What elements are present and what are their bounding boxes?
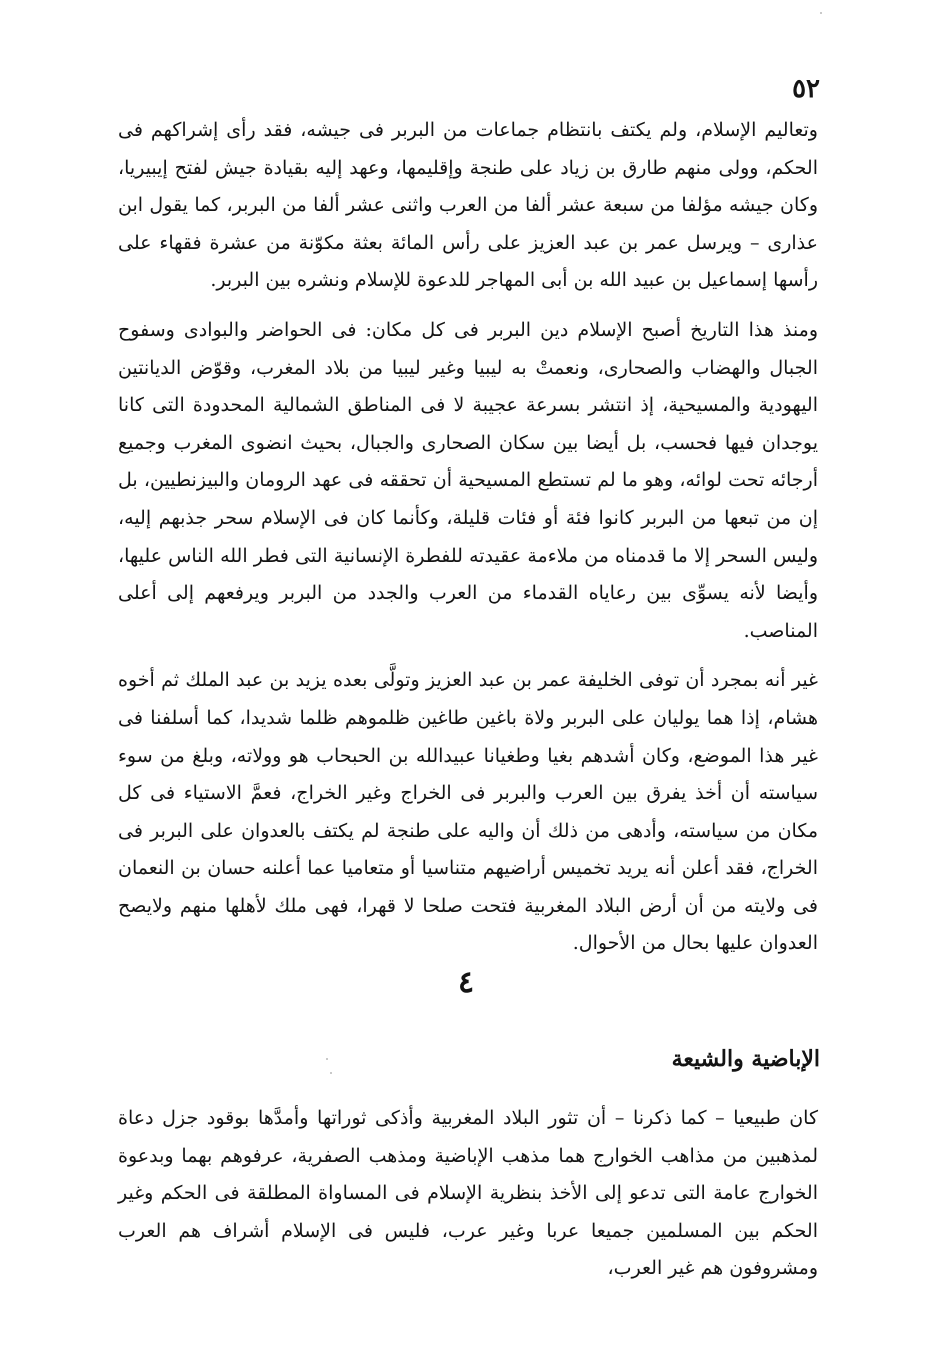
scan-speck — [326, 1058, 328, 1060]
paragraph-2: ومنذ هذا التاريخ أصبح الإسلام دين البربر فى كل مكان: فى الحواضر والبوادى وسفوح الجبال والهضاب والصحارى، ونعمتْ به ليبيا وغير ليبيا من بلاد المغرب، وقوّض الديانتين اليهودية والمسيحية، إذ انتشر بسرعة عجيبة لا فى المناطق الشمالية المحدودة التى كانا يوجدان فيها فحسب، بل أيضا بين سكان الصحارى والجبال، بحيث انضوى المغرب وجميع أرجائه تحت لوائه، وهو ما لم تستطع المسيحية أن تحققه فى عهد الرومان والبيزنطيين، بل إن من تبعها من البربر كانوا فئة أو فئات قليلة، وكأنما كان فى الإسلام سحر جذبهم إليه، وليس السحر إلا ما قدمناه من ملاءمة عقيدته للفطرة الإنسانية التى فطر الله الناس عليها، وأيضا لأنه يسوِّى بين رعاياه القدماء من العرب والجدد من البربر ويرفعهم إلى أعلى المناصب. — [118, 318, 818, 642]
page-number: ٥٢ — [792, 74, 820, 104]
scan-speck — [820, 12, 822, 14]
section-paragraph: كان طبيعيا – كما ذكرنا – أن تثور البلاد المغربية وأذكى ثوراتها وأمدَّها بوقود جزل دعاة لمذهبين من مذاهب الخوارج هما مذهب الإباضية ومذهب الصفرية، عرفوهم بهما وبدعوة الخوارج عامة التى تدعو إلى الأخذ بنظرية الإسلام فى المساواة المطلقة فى الحكم وغير الحكم بين المسلمين جميعا عربا وغير عرب، فليس فى الإسلام أشراف هم العرب ومشروفون هم غير العرب، — [118, 1107, 818, 1280]
paragraph-3: غير أنه بمجرد أن توفى الخليفة عمر بن عبد العزيز وتولَّى بعده يزيد بن عبد الملك ثم أخوه هشام، إذا هما يوليان على البربر ولاة باغين طاغين ظلموهم ظلما شديدا، كما أسلفنا فى غير هذا الموضع، وكان أشدهم بغيا وطغيانا عبيدالله بن الحبحاب هو وولاته، وبلغ من سوء سياسته أن أخذ يفرق بين العرب والبربر فى الخراج وغير الخراج، فعمَّ الاستياء فى كل مكان من سياسته، وأدهى من ذلك أن واليه على طنجة لم يكتف بالعدوان على البربر فى الخراج، فقد أعلن أنه يريد تخميس أراضيهم متناسيا أو متعاميا عما أعلنه حسان بن النعمان فى ولايته من أن أرض البلاد المغربية فتحت صلحا لا قهرا، فهى ملك لأهلها منهم ولايصح العدوان عليها بحال من الأحوال. — [118, 669, 818, 955]
section-text-block — [118, 1100, 818, 1300]
section-heading: الإباضية والشيعة — [671, 1046, 820, 1072]
section-number: ٤ — [457, 965, 475, 1000]
paragraph-1: وتعاليم الإسلام، ولم يكتف بانتظام جماعات من البربر فى جيشه، فقد رأى إشراكهم فى الحكم، وولى منهم طارق بن زياد على طنجة وإقليمها، وعهد إليه بقيادة جيش لفتح إيبيريا، وكان جيشه مؤلفا من سبعة عشر ألفا من العرب واثنى عشر ألفا من البربر، كما يقول ابن عذارى – ويرسل عمر بن عبد العزيز على رأس المائة بعثة مكوّنة من عشرة فقهاء على رأسها إسماعيل بن عبيد الله بن أبى المهاجر للدعوة للإسلام ونشره بين البربر. — [118, 119, 818, 292]
main-text-block — [118, 112, 818, 975]
scan-speck — [330, 1072, 332, 1074]
